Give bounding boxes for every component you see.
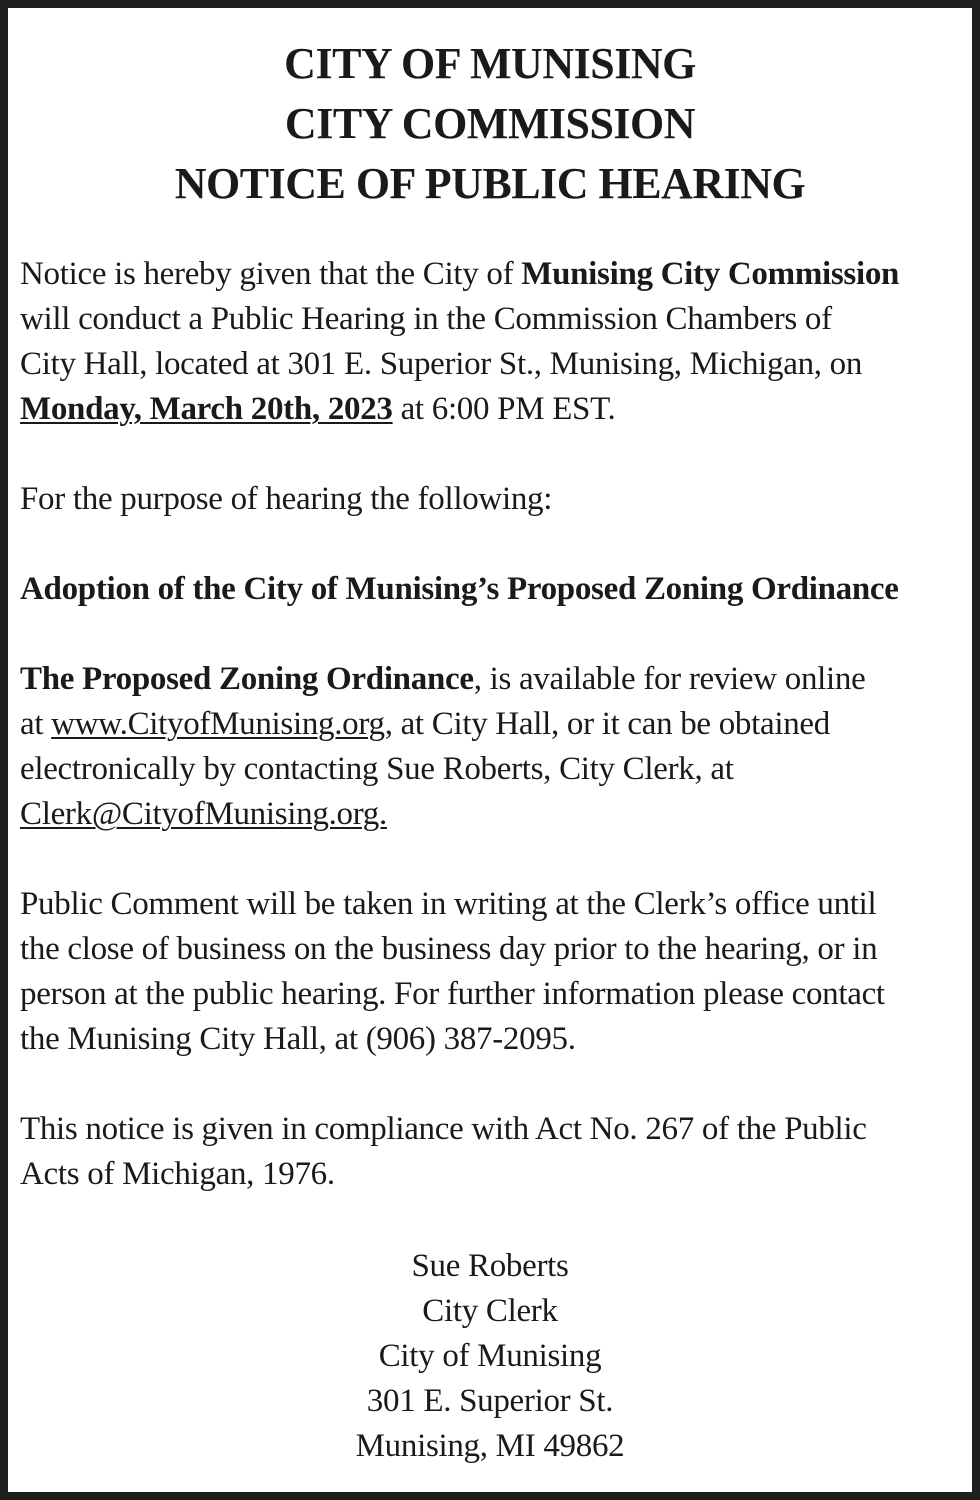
text-line xyxy=(20,927,970,972)
signature-address: 301 E. Superior St. xyxy=(366,1383,614,1419)
text-line xyxy=(20,702,970,747)
text-segment: Public Comment will be taken in writing at the Clerk’s office until xyxy=(20,886,877,922)
text-line xyxy=(20,342,970,387)
notice-paragraph xyxy=(20,252,970,432)
text-line xyxy=(20,387,970,432)
notice-paragraph xyxy=(20,657,970,837)
text-line xyxy=(20,882,970,927)
text-segment: For the purpose of hearing the following: xyxy=(20,481,553,517)
title-line-city: CITY OF MUNISING xyxy=(284,39,696,88)
text-segment: at 6:00 PM EST. xyxy=(392,391,616,427)
title-line-notice: NOTICE OF PUBLIC HEARING xyxy=(174,159,806,208)
notice-paragraph xyxy=(20,477,970,522)
text-line xyxy=(20,972,970,1017)
text-segment: City Hall, located at 301 E. Superior St., Munising, Michigan, on xyxy=(20,346,863,382)
text-segment: This notice is given in compliance with Act No. 267 of the Public xyxy=(20,1111,867,1147)
notice-body xyxy=(20,252,970,1242)
text-line xyxy=(20,657,970,702)
notice-paragraph xyxy=(20,1107,970,1197)
emphasized-text: Adoption of the City of Munising’s Proposed Zoning Ordinance xyxy=(20,571,899,607)
emphasized-text: Munising City Commission xyxy=(521,256,900,292)
signature-block xyxy=(0,1244,980,1469)
text-line xyxy=(20,252,970,297)
text-line xyxy=(20,1152,970,1197)
title-line-commission: CITY COMMISSION xyxy=(284,99,696,148)
text-line xyxy=(20,477,970,522)
text-segment: , is available for review online xyxy=(473,661,866,697)
text-line xyxy=(20,792,970,837)
emphasized-text: Monday, March 20th, 2023 xyxy=(20,391,393,427)
text-segment: Notice is hereby given that the City of xyxy=(20,256,522,292)
text-segment: the close of business on the business day prior to the hearing, or in xyxy=(20,931,878,967)
text-segment: Acts of Michigan, 1976. xyxy=(20,1156,335,1192)
text-segment: person at the public hearing. For further information please contact xyxy=(20,976,885,1012)
text-line xyxy=(20,567,970,612)
text-line xyxy=(20,1107,970,1152)
text-segment: , at City Hall, or it can be obtained xyxy=(384,706,830,742)
signature-org: City of Munising xyxy=(378,1338,602,1374)
notice-paragraph xyxy=(20,882,970,1062)
text-segment: the Munising City Hall, at (906) 387-2095. xyxy=(20,1021,576,1057)
text-segment: electronically by contacting Sue Roberts, City Clerk, at xyxy=(20,751,734,787)
signature-name: Sue Roberts xyxy=(411,1248,569,1284)
text-line xyxy=(20,747,970,792)
text-segment: will conduct a Public Hearing in the Commission Chambers of xyxy=(20,301,832,337)
signature-title: City Clerk xyxy=(422,1293,558,1329)
text-line xyxy=(20,1017,970,1062)
emphasized-text: The Proposed Zoning Ordinance xyxy=(20,661,474,697)
text-line xyxy=(20,297,970,342)
notice-title xyxy=(0,34,980,214)
link[interactable]: www.CityofMunising.org xyxy=(51,706,385,742)
link[interactable]: Clerk@CityofMunising.org. xyxy=(20,796,387,832)
signature-city: Munising, MI 49862 xyxy=(355,1428,625,1464)
text-segment: at xyxy=(20,706,52,742)
notice-paragraph xyxy=(20,567,970,612)
